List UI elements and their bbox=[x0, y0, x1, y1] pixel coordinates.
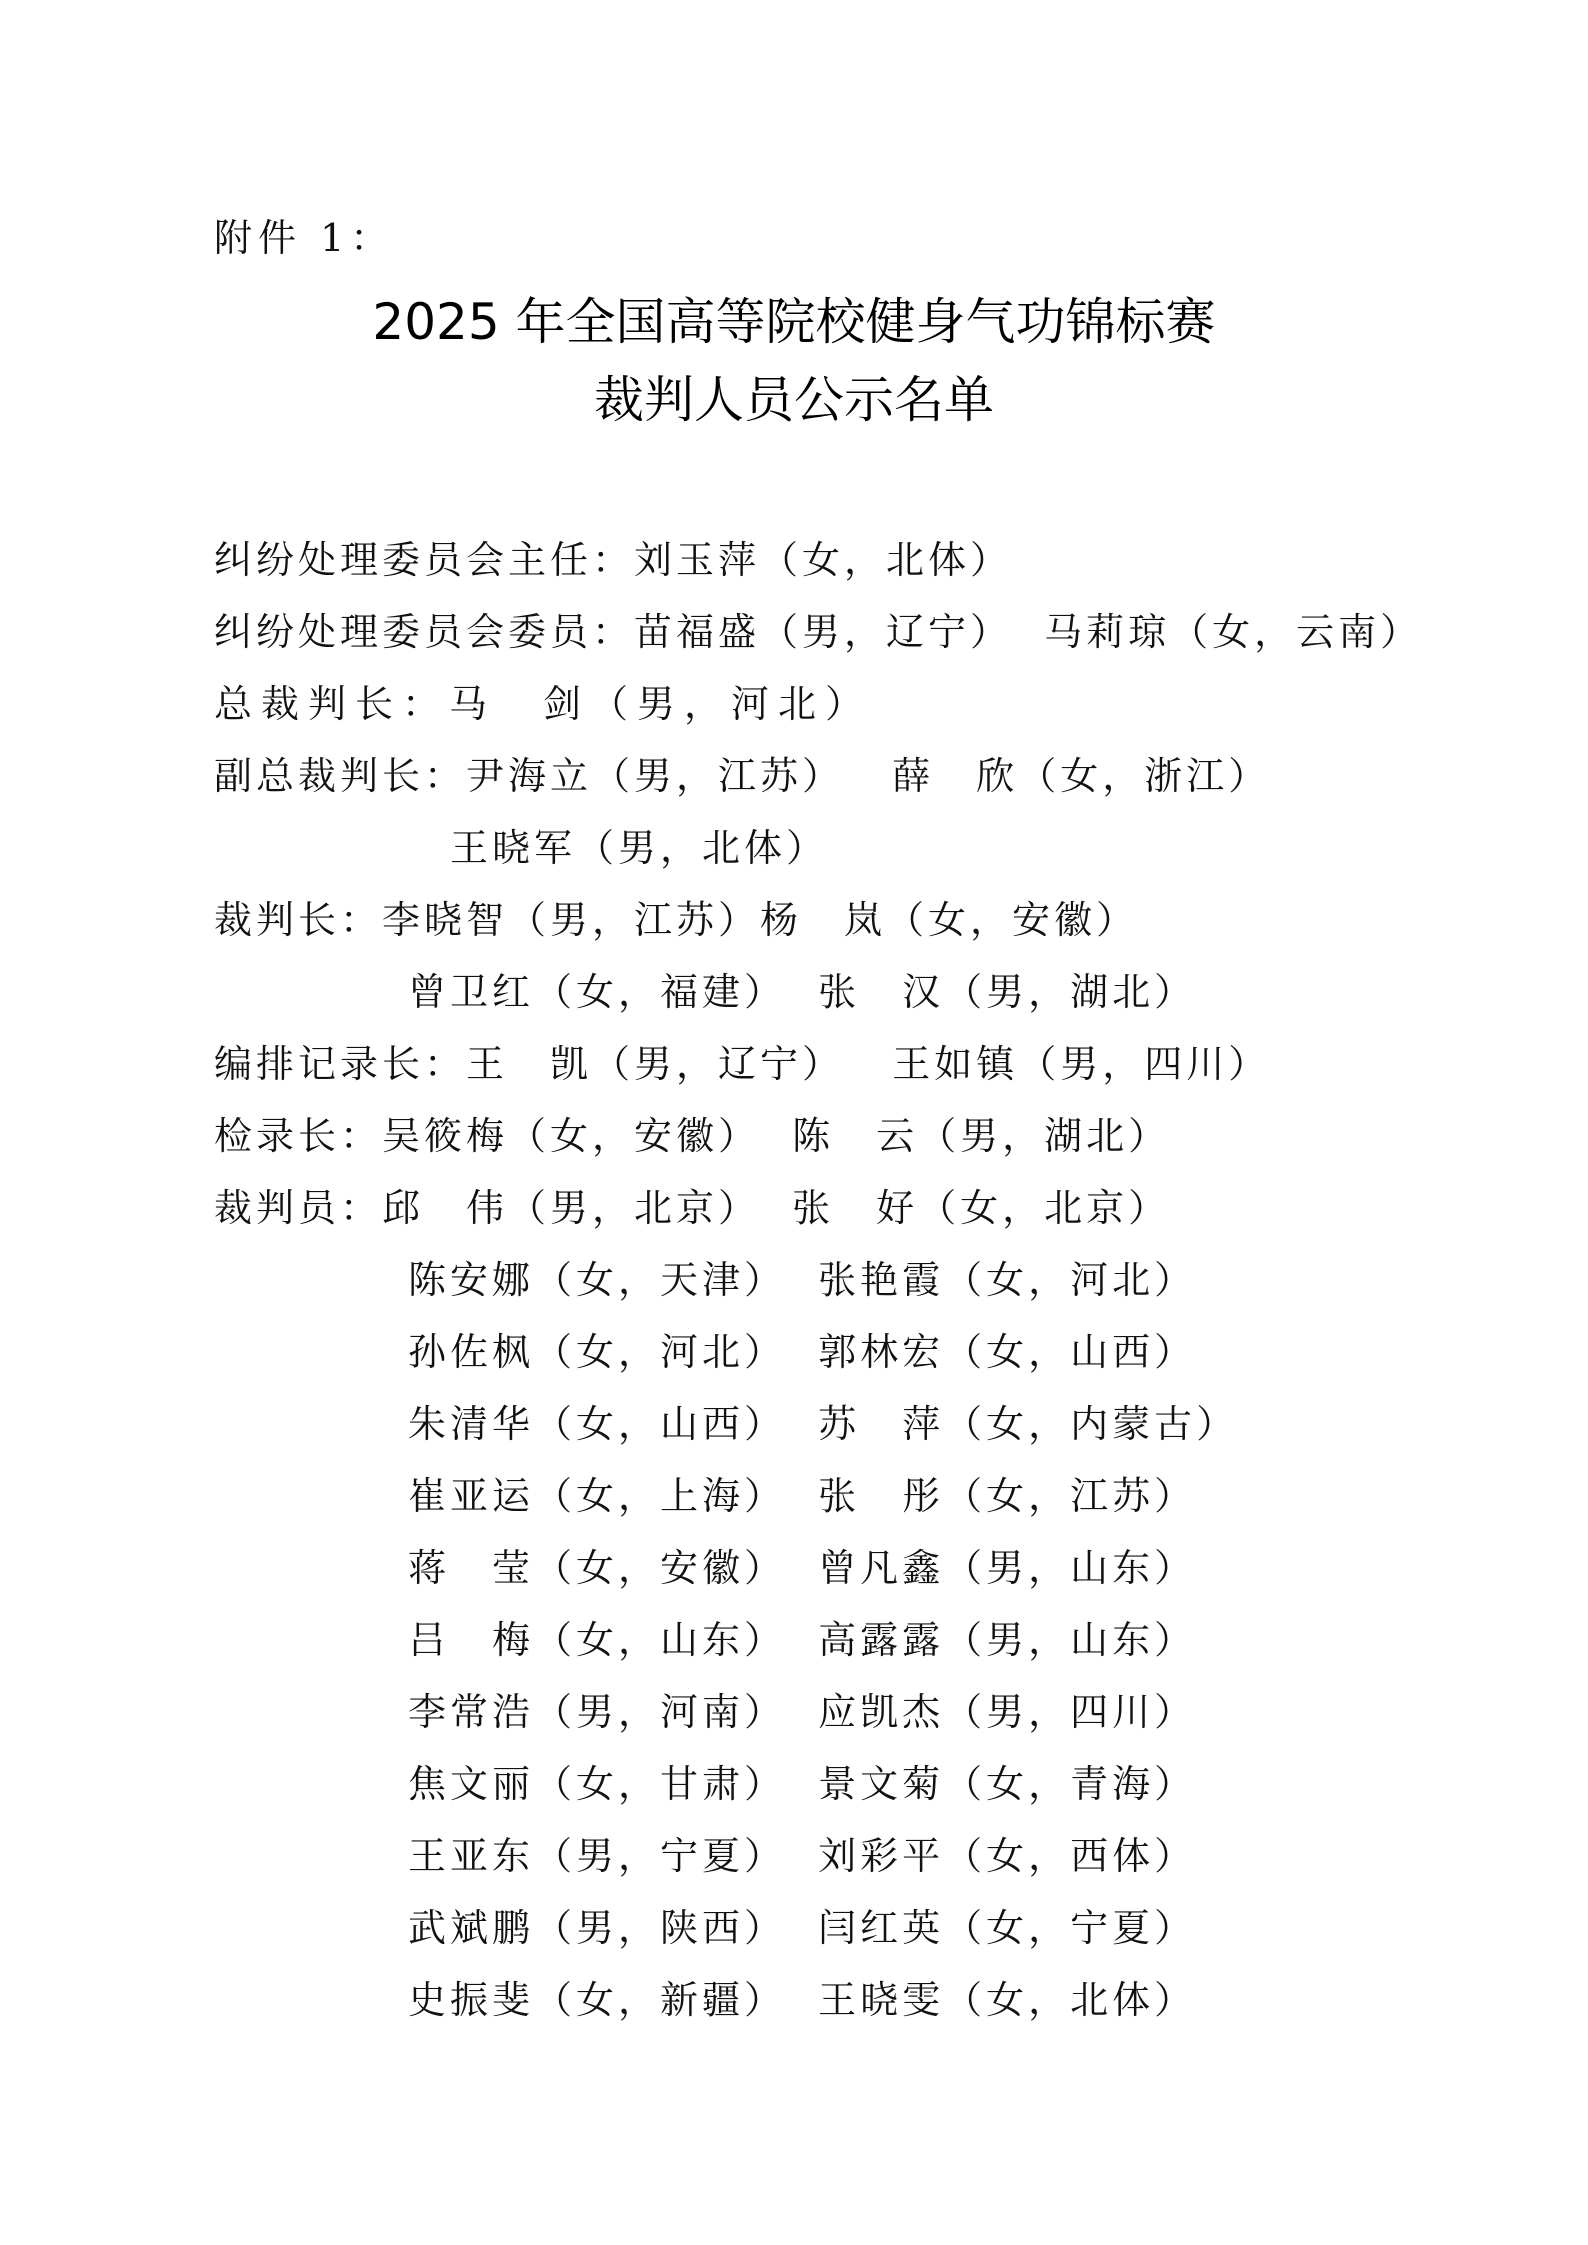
referees-list-row: 史振斐（女，新疆） 王晓雯（女，北体） bbox=[408, 1978, 1197, 2022]
deputy-chief-referee-cont: 王晓军（男，北体） bbox=[450, 826, 829, 870]
deputy-chief-referee: 副总裁判长：尹海立（男，江苏） 薛 欣（女，浙江） bbox=[214, 754, 1271, 798]
document-title: 2025 年全国高等院校健身气功锦标赛 bbox=[372, 293, 1216, 351]
referees-list-row: 崔亚运（女，上海） 张 彤（女，江苏） bbox=[408, 1474, 1197, 1518]
referees-list-row: 焦文丽（女，甘肃） 景文菊（女，青海） bbox=[408, 1762, 1197, 1806]
referees-list-row: 陈安娜（女，天津） 张艳霞（女，河北） bbox=[408, 1258, 1197, 1302]
referees-list-row: 李常浩（男，河南） 应凯杰（男，四川） bbox=[408, 1690, 1197, 1734]
head-referee: 裁判长：李晓智（男，江苏）杨 岚（女，安徽） bbox=[214, 898, 1139, 942]
referees-list-row: 裁判员：邱 伟（男，北京） 张 好（女，北京） bbox=[214, 1186, 1171, 1230]
document-subtitle: 裁判人员公示名单 bbox=[594, 371, 994, 429]
referees-list-row: 蒋 莹（女，安徽） 曾凡鑫（男，山东） bbox=[408, 1546, 1197, 1590]
check-in-chief: 检录长：吴筱梅（女，安徽） 陈 云（男，湖北） bbox=[214, 1114, 1171, 1158]
head-referee-cont: 曾卫红（女，福建） 张 汉（男，湖北） bbox=[408, 970, 1197, 1014]
dispute-committee-chair: 纠纷处理委员会主任：刘玉萍（女，北体） bbox=[214, 538, 1013, 582]
chief-referee: 总裁判长：马 剑（男，河北） bbox=[214, 682, 873, 726]
attachment-label: 附件 1： bbox=[214, 216, 395, 260]
scheduling-records-chief: 编排记录长：王 凯（男，辽宁） 王如镇（男，四川） bbox=[214, 1042, 1271, 1086]
referees-list-row: 王亚东（男，宁夏） 刘彩平（女，西体） bbox=[408, 1834, 1197, 1878]
referees-list-row: 吕 梅（女，山东） 高露露（男，山东） bbox=[408, 1618, 1197, 1662]
referees-list-row: 武斌鹏（男，陕西） 闫红英（女，宁夏） bbox=[408, 1906, 1197, 1950]
dispute-committee-members: 纠纷处理委员会委员：苗福盛（男，辽宁） 马莉琼（女，云南） bbox=[214, 610, 1423, 654]
referees-list-row: 孙佐枫（女，河北） 郭林宏（女，山西） bbox=[408, 1330, 1197, 1374]
referees-list-row: 朱清华（女，山西） 苏 萍（女，内蒙古） bbox=[408, 1402, 1239, 1446]
